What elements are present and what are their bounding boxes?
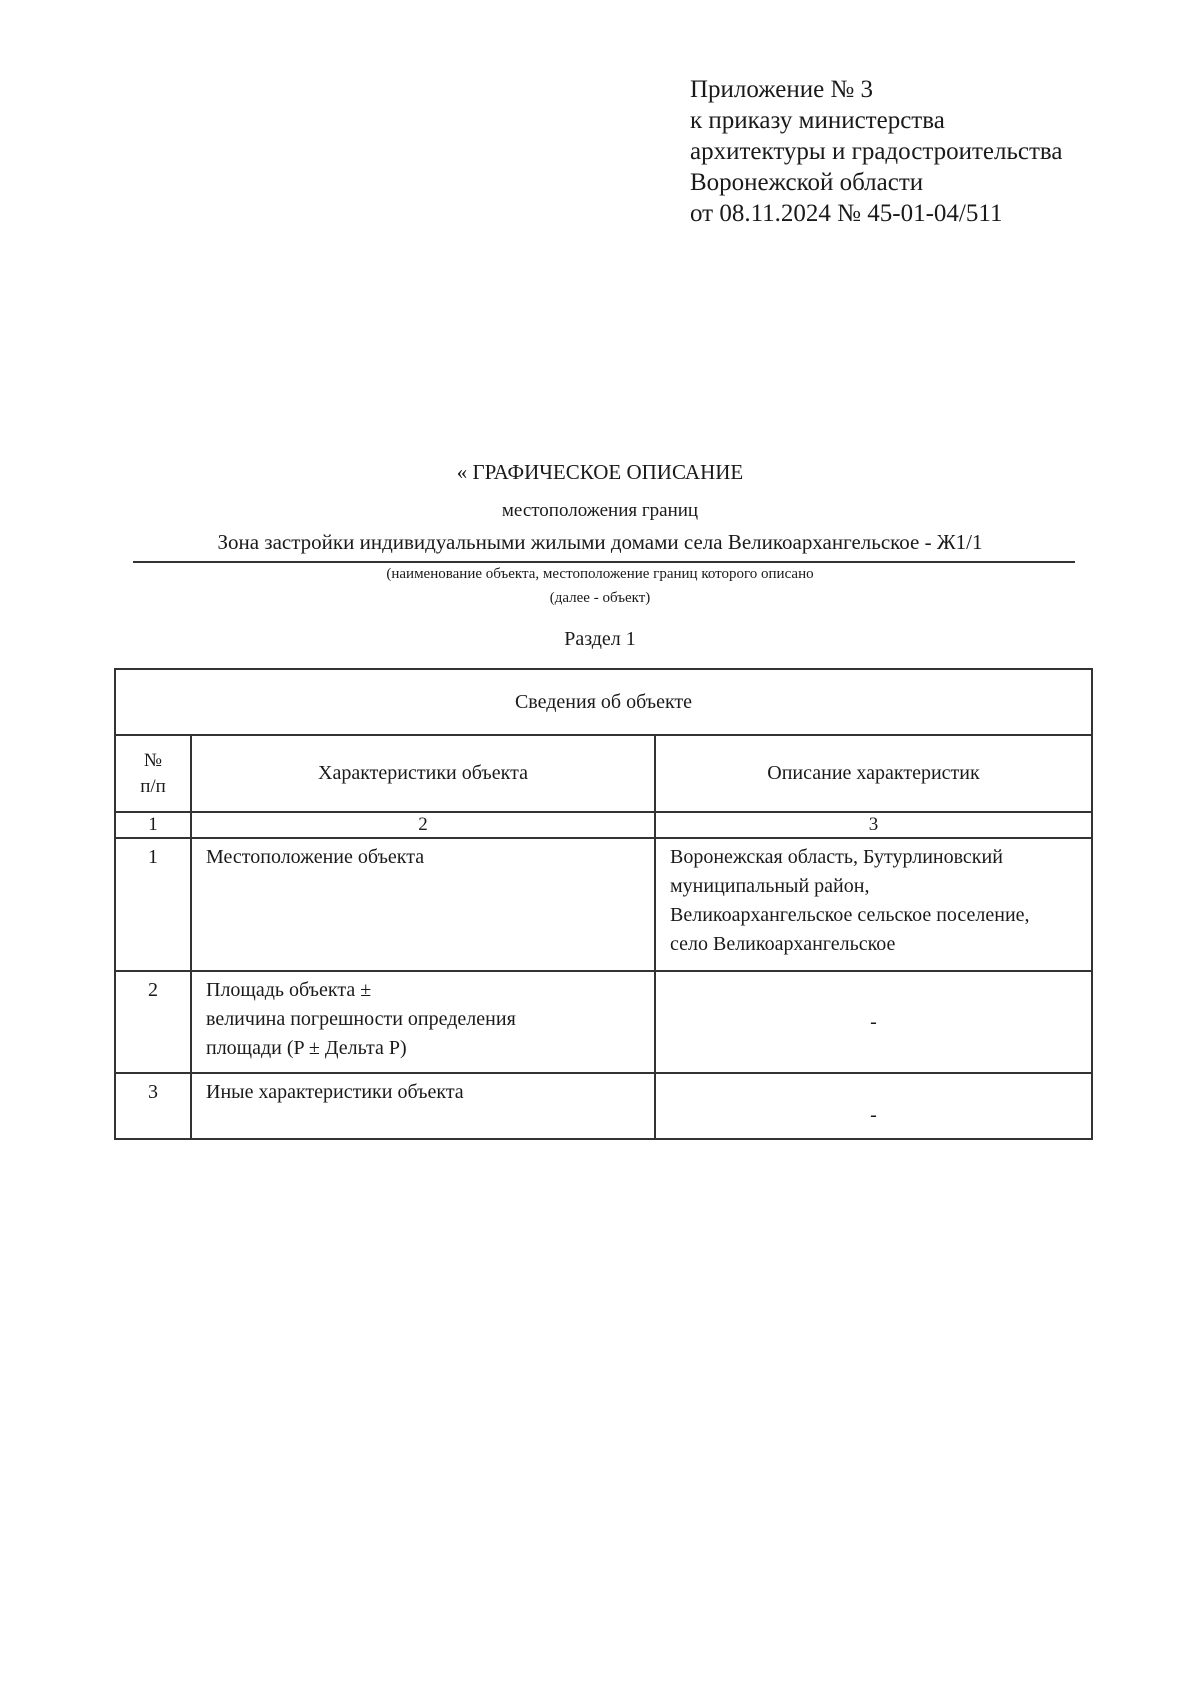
cell-line: село Великоархангельское — [670, 933, 896, 955]
cell-line: Великоархангельское сельское поселение, — [670, 904, 1030, 926]
cell-line: Площадь объекта ± — [206, 979, 372, 1001]
table-caption: Сведения об объекте — [115, 669, 1092, 735]
section-title: Раздел 1 — [564, 628, 636, 650]
object-name: Зона застройки индивидуальными жилыми домами села Великоархангельское - Ж1/1 — [217, 530, 983, 554]
row-number: 2 — [115, 971, 191, 1073]
table-row — [115, 1073, 1092, 1139]
row-number: 3 — [115, 1073, 191, 1139]
object-note: (далее - объект) — [549, 590, 651, 606]
row-description: - — [655, 971, 1092, 1073]
column-index-row — [115, 812, 1092, 838]
header-number — [115, 735, 191, 812]
cell-line: величина погрешности определения — [206, 1008, 516, 1030]
row-description: - — [655, 1073, 1092, 1139]
cell-line: муниципальный район, — [670, 875, 870, 897]
appendix-block — [690, 74, 1062, 229]
table-row — [115, 838, 1092, 971]
cell-line: Местоположение объекта — [206, 846, 425, 868]
column-index: 3 — [655, 812, 1092, 838]
table-row — [115, 971, 1092, 1073]
row-number: 1 — [115, 838, 191, 971]
appendix-line: Приложение № 3 — [690, 76, 874, 103]
cell-line: Иные характеристики объекта — [206, 1081, 464, 1103]
column-index: 1 — [115, 812, 191, 838]
row-characteristic — [191, 971, 655, 1073]
document-subtitle: местоположения границ — [501, 500, 699, 521]
table-header-row — [115, 735, 1092, 812]
column-index: 2 — [191, 812, 655, 838]
object-info-table — [114, 668, 1093, 1140]
header-description: Описание характеристик — [655, 735, 1092, 812]
object-note: (наименование объекта, местоположение границ которого описано — [386, 566, 814, 582]
header-number-line: № — [143, 749, 163, 771]
header-number-line: п/п — [140, 775, 166, 797]
row-description — [655, 838, 1092, 971]
object-name-underline — [133, 561, 1075, 563]
header-characteristics: Характеристики объекта — [191, 735, 655, 812]
appendix-order-date: от 08.11.2024 № 45-01-04/511 — [690, 200, 1003, 227]
appendix-line: к приказу министерства — [690, 107, 945, 134]
row-characteristic — [191, 1073, 655, 1139]
cell-line: площади (P ± Дельта P) — [206, 1037, 407, 1059]
appendix-line: архитектуры и градостроительства — [690, 138, 1063, 165]
row-characteristic — [191, 838, 655, 971]
document-title: « ГРАФИЧЕСКОЕ ОПИСАНИЕ — [456, 460, 744, 484]
cell-line: Воронежская область, Бутурлиновский — [670, 846, 1003, 868]
appendix-line: Воронежской области — [690, 169, 924, 196]
